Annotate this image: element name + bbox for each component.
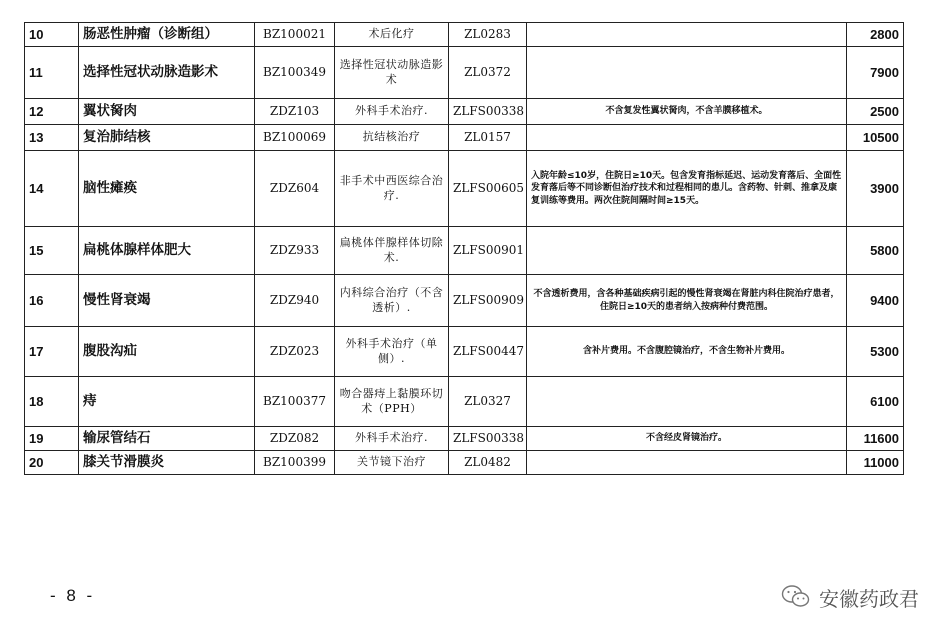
procedure-code: ZLFS00901: [449, 227, 527, 275]
table-row: [25, 47, 904, 99]
row-number: 12: [25, 99, 79, 125]
row-number: 18: [25, 377, 79, 427]
procedure-code: ZLFS00447: [449, 327, 527, 377]
fee: 11000: [847, 451, 904, 475]
table-row: [25, 377, 904, 427]
table-row: [25, 23, 904, 47]
disease-code: BZ100349: [255, 47, 335, 99]
table-row: [25, 125, 904, 151]
disease-code: ZDZ604: [255, 151, 335, 227]
price-table: [24, 22, 904, 475]
procedure-code: ZLFS00338: [449, 99, 527, 125]
disease-code: ZDZ940: [255, 275, 335, 327]
treatment: 非手术中西医综合治疗.: [335, 151, 449, 227]
fee: 5800: [847, 227, 904, 275]
procedure-code: ZLFS00909: [449, 275, 527, 327]
disease-code: BZ100021: [255, 23, 335, 47]
treatment: 关节镜下治疗: [335, 451, 449, 475]
disease-name: 慢性肾衰竭: [79, 275, 255, 327]
table-row: [25, 327, 904, 377]
treatment: 外科手术治疗.: [335, 99, 449, 125]
fee: 11600: [847, 427, 904, 451]
procedure-code: ZL0157: [449, 125, 527, 151]
disease-code: BZ100377: [255, 377, 335, 427]
row-number: 15: [25, 227, 79, 275]
fee: 3900: [847, 151, 904, 227]
treatment: 扁桃体伴腺样体切除术.: [335, 227, 449, 275]
disease-name: 输尿管结石: [79, 427, 255, 451]
treatment: 抗结核治疗: [335, 125, 449, 151]
procedure-code: ZLFS00605: [449, 151, 527, 227]
procedure-code: ZL0372: [449, 47, 527, 99]
remark: 不含经皮肾镜治疗。: [527, 427, 847, 451]
fee: 2500: [847, 99, 904, 125]
row-number: 13: [25, 125, 79, 151]
disease-name: 翼状胬肉: [79, 99, 255, 125]
treatment: 吻合器痔上黏膜环切术（PPH）: [335, 377, 449, 427]
disease-code: ZDZ023: [255, 327, 335, 377]
row-number: 19: [25, 427, 79, 451]
table-row: [25, 275, 904, 327]
fee: 6100: [847, 377, 904, 427]
wechat-icon: [781, 584, 811, 610]
row-number: 20: [25, 451, 79, 475]
remark: [527, 227, 847, 275]
remark: [527, 377, 847, 427]
fee: 5300: [847, 327, 904, 377]
disease-name: 扁桃体腺样体肥大: [79, 227, 255, 275]
row-number: 10: [25, 23, 79, 47]
remark: [527, 125, 847, 151]
disease-name: 复治肺结核: [79, 125, 255, 151]
fee: 7900: [847, 47, 904, 99]
page-number: - 8 -: [50, 586, 96, 605]
procedure-code: ZL0327: [449, 377, 527, 427]
row-number: 17: [25, 327, 79, 377]
disease-code: ZDZ103: [255, 99, 335, 125]
disease-name: 膝关节滑膜炎: [79, 451, 255, 475]
table-row: [25, 99, 904, 125]
procedure-code: ZLFS00338: [449, 427, 527, 451]
disease-name: 选择性冠状动脉造影术: [79, 47, 255, 99]
remark: [527, 451, 847, 475]
treatment: 内科综合治疗（不含透析）.: [335, 275, 449, 327]
disease-code: ZDZ933: [255, 227, 335, 275]
disease-code: BZ100399: [255, 451, 335, 475]
remark: [527, 47, 847, 99]
remark: 入院年龄≤10岁，住院日≥10天。包含发育指标延迟、运动发育落后、全面性发育落后等不同诊断但治疗技术和过程相同的患儿。含药物、针刺、推拿及康复训练等费用。两次住院间隔时间≥15天。: [527, 151, 847, 227]
disease-code: BZ100069: [255, 125, 335, 151]
row-number: 14: [25, 151, 79, 227]
row-number: 16: [25, 275, 79, 327]
fee: 10500: [847, 125, 904, 151]
disease-name: 肠恶性肿瘤（诊断组）: [79, 23, 255, 47]
fee: 2800: [847, 23, 904, 47]
disease-name: 脑性瘫痪: [79, 151, 255, 227]
table-row: [25, 227, 904, 275]
table-row: [25, 451, 904, 475]
disease-name: 痔: [79, 377, 255, 427]
remark: 含补片费用。不含腹腔镜治疗，不含生物补片费用。: [527, 327, 847, 377]
remark: 不含复发性翼状胬肉，不含羊膜移植术。: [527, 99, 847, 125]
table-row: [25, 151, 904, 227]
remark: [527, 23, 847, 47]
treatment: 外科手术治疗（单侧）.: [335, 327, 449, 377]
procedure-code: ZL0283: [449, 23, 527, 47]
table-row: [25, 427, 904, 451]
fee: 9400: [847, 275, 904, 327]
remark: 不含透析费用，含各种基础疾病引起的慢性肾衰竭在肾脏内科住院治疗患者，住院日≥10天的患者纳入按病种付费范围。: [527, 275, 847, 327]
watermark-text: 安徽药政君: [819, 586, 919, 611]
procedure-code: ZL0482: [449, 451, 527, 475]
disease-name: 腹股沟疝: [79, 327, 255, 377]
treatment: 术后化疗: [335, 23, 449, 47]
watermark: [781, 582, 919, 612]
disease-code: ZDZ082: [255, 427, 335, 451]
row-number: 11: [25, 47, 79, 99]
treatment: 外科手术治疗.: [335, 427, 449, 451]
treatment: 选择性冠状动脉造影术: [335, 47, 449, 99]
